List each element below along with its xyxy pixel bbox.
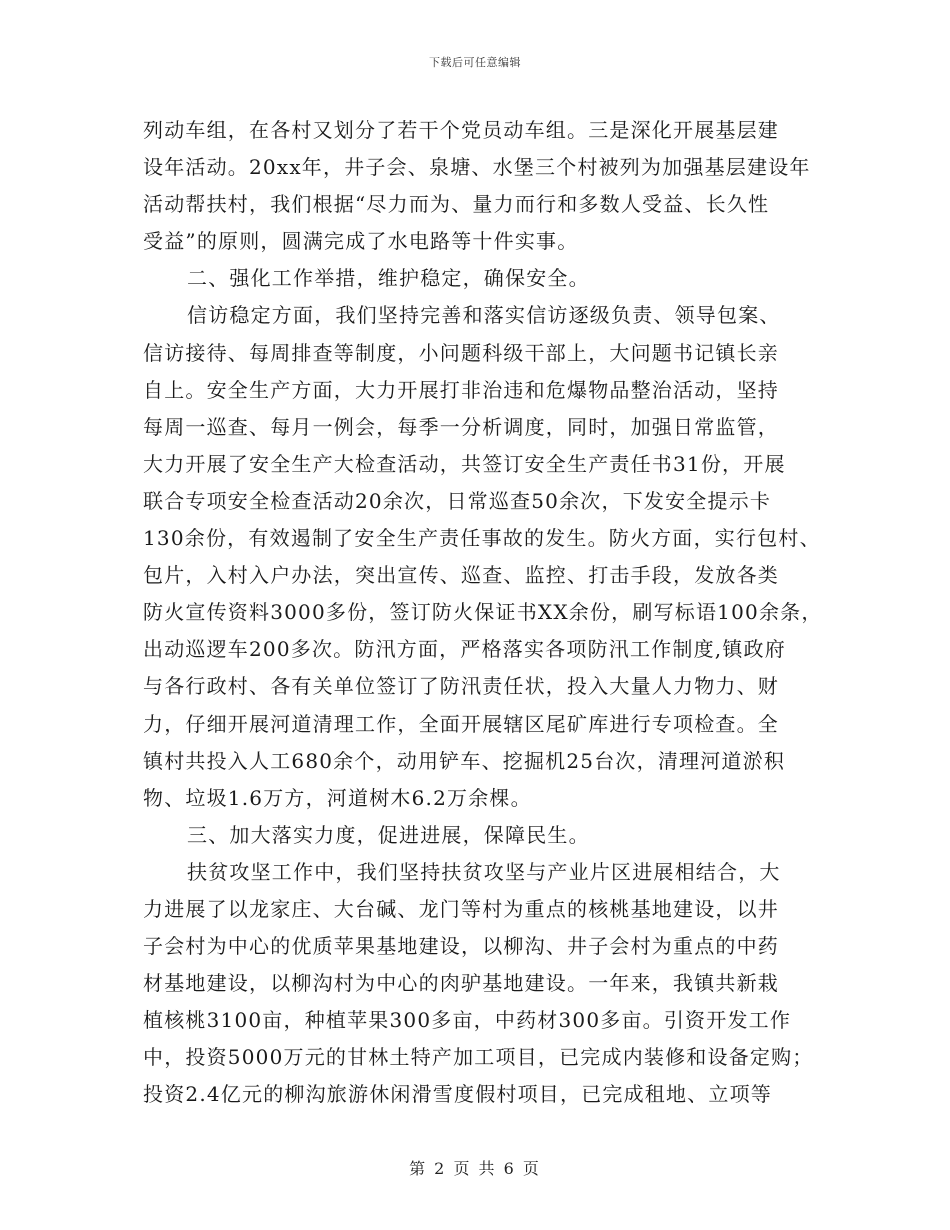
- text-line: 包片，入村入户办法，突出宣传、巡查、监控、打击手段，发放各类: [143, 563, 779, 588]
- page-number-footer: 第 2 页 共 6 页: [409, 1159, 541, 1178]
- text-line: 大力开展了安全生产大检查活动，共签订安全生产责任书31份，开展: [143, 451, 786, 476]
- page-header: 下载后可任意编辑: [429, 56, 521, 69]
- text-line: 扶贫攻坚工作中，我们坚持扶贫攻坚与产业片区进展相结合，大: [187, 859, 781, 884]
- text-line: 设年活动。20xx年，井子会、泉塘、水堡三个村被列为加强基层建设年: [143, 155, 811, 180]
- text-line: 130余份，有效遏制了安全生产责任事故的发生。防火方面，实行包村、: [143, 526, 821, 551]
- text-line: 力进展了以龙家庄、大台碱、龙门等村为重点的核桃基地建设，以井: [143, 896, 779, 921]
- document-body: [143, 112, 833, 1114]
- text-line: 信访接待、每周排查等制度，小问题科级干部上，大问题书记镇长亲: [143, 340, 779, 365]
- text-line: 信访稳定方面，我们坚持完善和落实信访逐级负责、领导包案、: [187, 303, 781, 328]
- text-line: 与各行政村、各有关单位签订了防汛责任状，投入大量人力物力、财: [143, 674, 779, 699]
- text-line: 每周一巡查、每月一例会，每季一分析调度，同时，加强日常监管，: [143, 414, 779, 439]
- text-line: 三、加大落实力度，促进进展，保障民生。: [187, 822, 590, 847]
- text-line: 镇村共投入人工680余个，动用铲车、挖掘机25台次，清理河道淤积: [143, 748, 786, 773]
- text-line: 受益”的原则，圆满完成了水电路等十件实事。: [143, 229, 579, 254]
- text-line: 防火宣传资料3000多份，签订防火保证书XX余份，刷写标语100余条，: [143, 600, 823, 625]
- text-line: 材基地建设，以柳沟村为中心的肉驴基地建设。一年来，我镇共新栽: [143, 971, 779, 996]
- text-line: 植核桃3100亩，种植苹果300多亩，中药材300多亩。引资开发工作: [143, 1008, 792, 1033]
- text-line: 列动车组，在各村又划分了若干个党员动车组。三是深化开展基层建: [143, 118, 779, 142]
- text-line: 活动帮扶村，我们根据“尽力而为、量力而行和多数人受益、长久性: [143, 192, 770, 217]
- text-line: 出动巡逻车200多次。防汛方面，严格落实各项防汛工作制度,镇政府: [143, 637, 786, 662]
- text-line: 二、强化工作举措，维护稳定，确保安全。: [187, 266, 590, 291]
- text-line: 子会村为中心的优质苹果基地建设，以柳沟、井子会村为重点的中药: [143, 934, 779, 959]
- text-line: 自上。安全生产方面，大力开展打非治违和危爆物品整治活动，坚持: [143, 377, 779, 402]
- text-line: 投资2.4亿元的柳沟旅游休闲滑雪度假村项目，已完成租地、立项等: [143, 1082, 773, 1107]
- text-line: 力，仔细开展河道清理工作，全面开展辖区尾矿库进行专项检查。全: [143, 711, 779, 736]
- text-line: 联合专项安全检查活动20余次，日常巡查50余次，下发安全提示卡: [143, 488, 772, 513]
- text-line: 中，投资5000万元的甘林土特产加工项目，已完成内装修和设备定购；: [143, 1045, 814, 1070]
- text-line: 物、垃圾1.6万方，河道树木6.2万余棵。: [143, 785, 532, 810]
